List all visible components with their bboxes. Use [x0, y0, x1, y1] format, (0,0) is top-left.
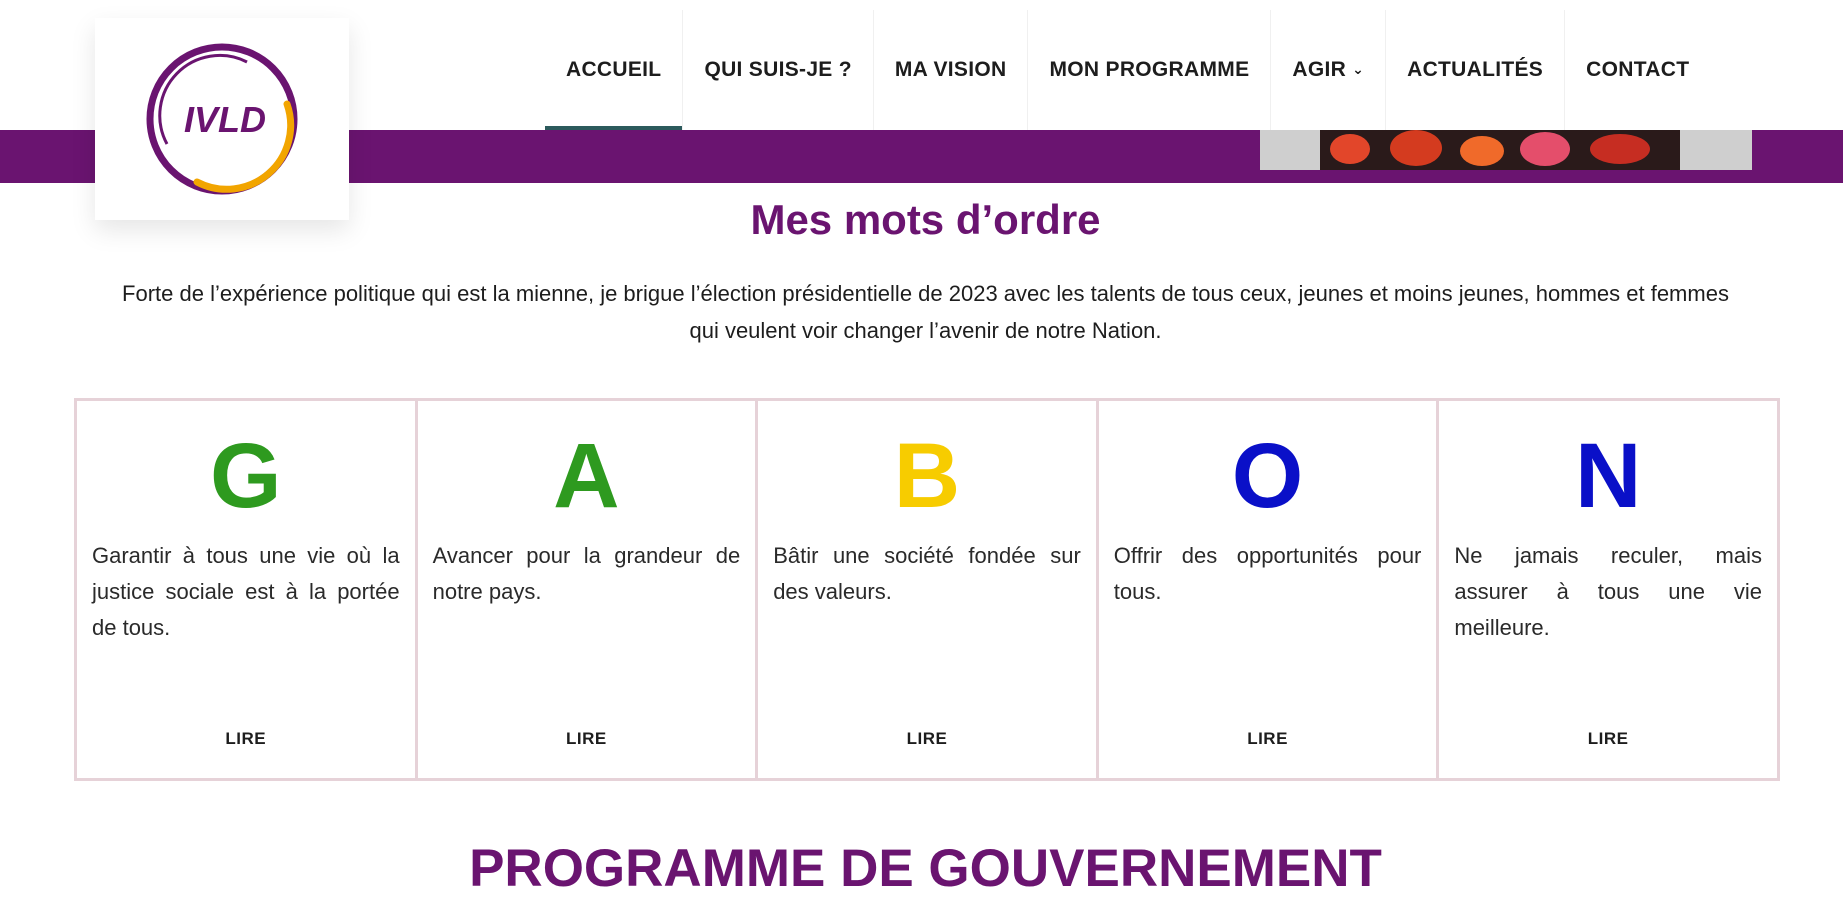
flower-shape [1460, 136, 1504, 166]
card-read-link[interactable]: LIRE [566, 729, 607, 748]
card-letter: O [1231, 425, 1304, 527]
nav-item-label: ACTUALITÉS [1407, 58, 1544, 81]
site-logo[interactable] [95, 18, 349, 220]
card-read-link[interactable]: LIRE [1587, 729, 1629, 748]
logo-rings-icon [137, 34, 307, 204]
card-letter: N [1574, 425, 1642, 527]
card-letter: G [210, 425, 282, 527]
nav-item-label: CONTACT [1586, 58, 1690, 81]
nav-item-label: MA VISION [894, 58, 1007, 81]
motto-card-n [1436, 398, 1780, 781]
section-title: Mes mots d’ordre [750, 196, 1101, 243]
nav-item-mon-programme[interactable] [1027, 10, 1270, 130]
card-text: Offrir des opportunités pour tous. [1113, 543, 1422, 604]
card-read-link[interactable]: LIRE [225, 729, 267, 748]
flower-shape [1330, 134, 1370, 164]
flower-shape [1390, 130, 1442, 166]
nav-item-label: MON PROGRAMME [1049, 58, 1250, 81]
logo-text: IVLD [183, 99, 267, 140]
chevron-down-icon: ⌄ [1352, 60, 1365, 77]
card-text: Garantir à tous une vie où la justice sociale est à la portée de tous. [92, 543, 400, 640]
card-text: Bâtir une société fondée sur des valeurs. [773, 543, 1081, 604]
main-nav [545, 10, 1710, 130]
card-letter: B [893, 425, 961, 527]
motto-card-b [755, 398, 1099, 781]
card-read-link[interactable]: LIRE [906, 729, 948, 748]
card-text: Ne jamais reculer, mais assurer à tous une vie meilleure. [1454, 543, 1762, 640]
hero-photo [1260, 130, 1752, 170]
card-letter: A [553, 425, 620, 527]
nav-item-label: QUI SUIS-JE ? [704, 58, 852, 81]
nav-item-accueil[interactable] [545, 10, 682, 130]
nav-item-label: ACCUEIL [566, 58, 662, 81]
nav-item-contact[interactable] [1564, 10, 1710, 130]
motto-card-a [415, 398, 759, 781]
flower-shape [1520, 132, 1570, 166]
motto-card-o [1096, 398, 1440, 781]
nav-item-label: AGIR [1292, 58, 1347, 81]
card-text: Avancer pour la grandeur de notre pays. [432, 543, 741, 604]
motto-cards [74, 398, 1780, 781]
nav-item-agir[interactable] [1270, 10, 1385, 130]
motto-card-g [74, 398, 418, 781]
section-intro: Forte de l’expérience politique qui est la mienne, je brigue l’élection présidentielle de 2023 avec les talents de tous ceux, jeunes et moins jeunes, hommes et femmes qui veulent voir changer l’avenir de notre Nation. [122, 281, 1729, 343]
nav-item-ma-vision[interactable] [873, 10, 1028, 130]
nav-item-qui-suis-je[interactable] [682, 10, 872, 130]
programme-title: PROGRAMME DE GOUVERNEMENT [469, 839, 1382, 898]
flower-shape [1590, 134, 1650, 164]
card-read-link[interactable]: LIRE [1247, 729, 1288, 748]
nav-item-actualites[interactable] [1385, 10, 1564, 130]
